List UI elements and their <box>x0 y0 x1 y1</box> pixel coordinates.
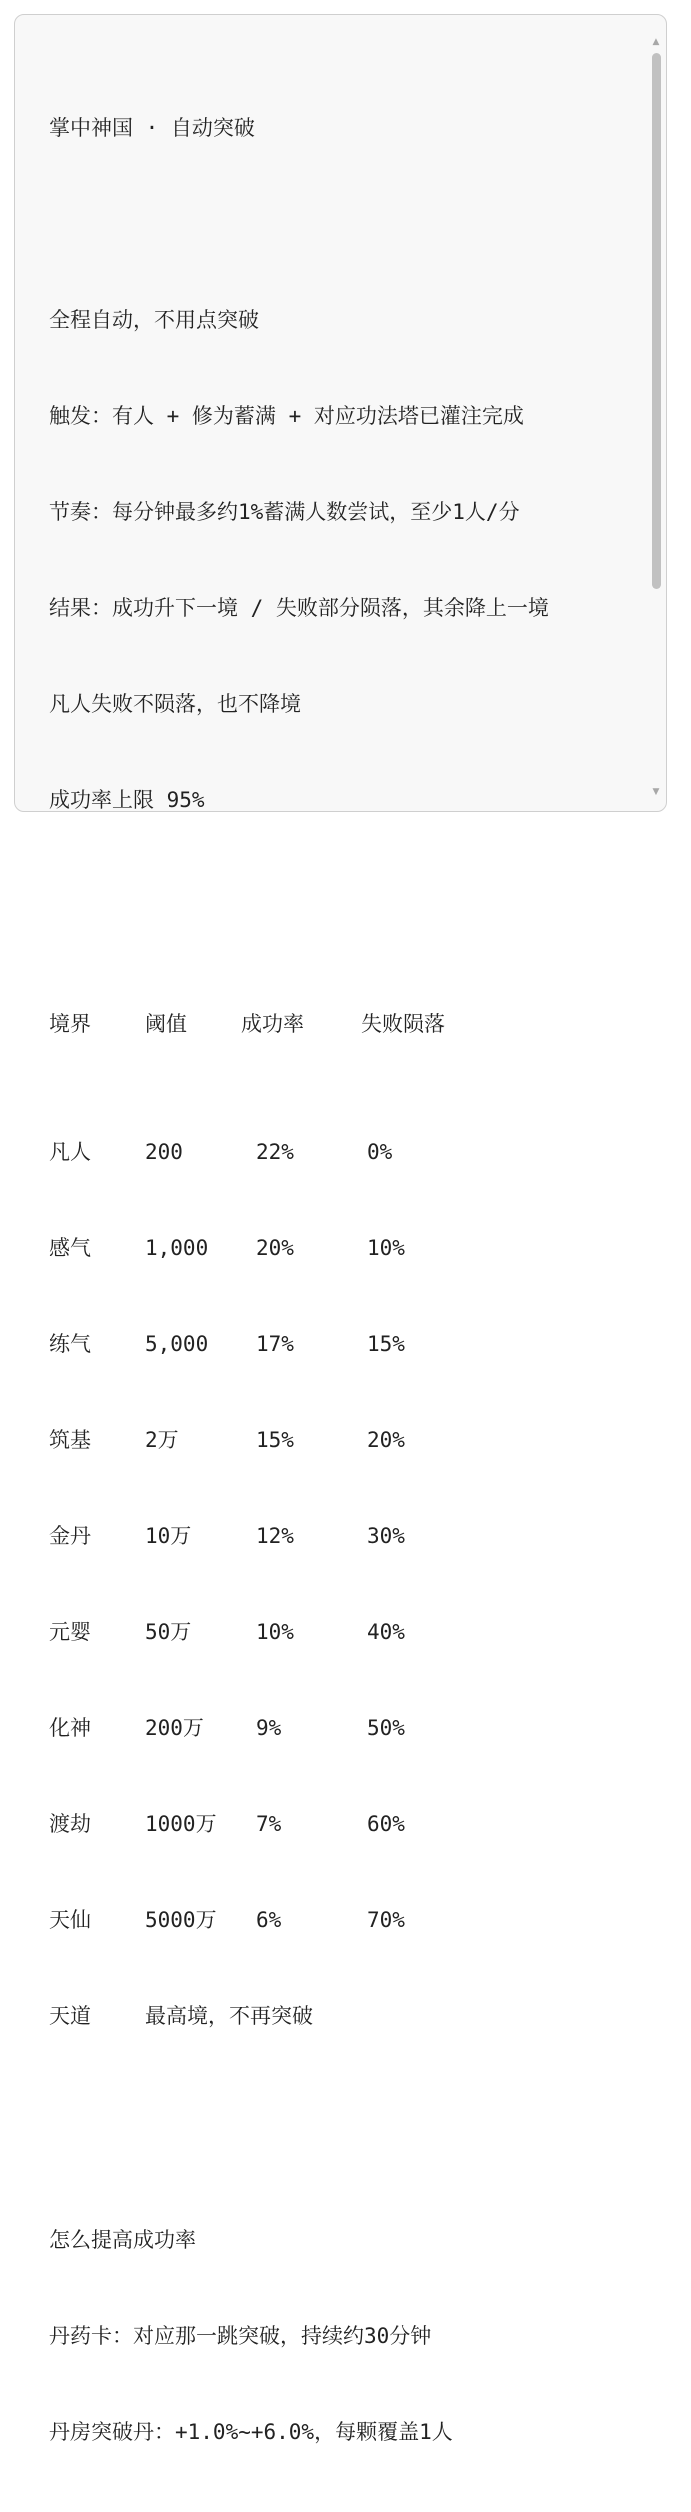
realm-cell: 渡劫 <box>49 1812 91 1836</box>
success-rate-cell: 6% <box>256 1908 282 1932</box>
success-rate-cell: 7% <box>256 1812 282 1836</box>
blank-line <box>49 2128 649 2160</box>
table-row <box>49 1136 649 1168</box>
failure-death-cell: 40% <box>367 1620 405 1644</box>
table-row <box>49 1520 649 1552</box>
realm-cell: 筑基 <box>49 1428 91 1452</box>
blank-line <box>49 208 649 240</box>
table-row-final <box>49 2000 649 2032</box>
text-panel[interactable] <box>14 14 667 2444</box>
success-rate-cell: 17% <box>256 1332 294 1356</box>
realm-cell: 感气 <box>49 1236 91 1260</box>
intro-line: 成功率上限 95% <box>49 788 205 812</box>
threshold-cell: 5000万 <box>145 1908 217 1932</box>
realm-cell: 凡人 <box>49 1140 91 1164</box>
failure-death-cell: 20% <box>367 1428 405 1452</box>
blank-line <box>49 880 649 912</box>
tip-line: 丹房突破丹：+1.0%~+6.0%，每颗覆盖1人 <box>49 2420 453 2444</box>
table-row <box>49 1328 649 1360</box>
table-row <box>49 1232 649 1264</box>
header-threshold: 阈值 <box>145 1012 187 1036</box>
arrow-up-icon[interactable]: ▲ <box>652 37 660 47</box>
text-content <box>49 48 649 2512</box>
table-row <box>49 1616 649 1648</box>
success-rate-cell: 12% <box>256 1524 294 1548</box>
threshold-cell: 200 <box>145 1140 183 1164</box>
success-rate-cell: 10% <box>256 1620 294 1644</box>
success-rate-cell: 9% <box>256 1716 282 1740</box>
success-rate-cell: 22% <box>256 1140 294 1164</box>
vertical-scrollbar[interactable] <box>649 35 663 799</box>
success-rate-cell: 20% <box>256 1236 294 1260</box>
table-row <box>49 1424 649 1456</box>
realm-cell: 元婴 <box>49 1620 91 1644</box>
threshold-cell: 5,000 <box>145 1332 209 1356</box>
success-rate-cell: 15% <box>256 1428 294 1452</box>
threshold-cell: 2万 <box>145 1428 179 1452</box>
intro-line: 全程自动，不用点突破 <box>49 308 259 332</box>
failure-death-cell: 15% <box>367 1332 405 1356</box>
failure-death-cell: 70% <box>367 1908 405 1932</box>
threshold-cell: 10万 <box>145 1524 192 1548</box>
table-row <box>49 1712 649 1744</box>
intro-line: 凡人失败不陨落，也不降境 <box>49 692 301 716</box>
header-realm: 境界 <box>49 1012 91 1036</box>
arrow-down-icon[interactable]: ▼ <box>652 787 660 797</box>
threshold-cell: 200万 <box>145 1716 204 1740</box>
tips-heading: 怎么提高成功率 <box>49 2228 196 2252</box>
final-note-cell: 最高境，不再突破 <box>145 2004 313 2028</box>
realm-cell: 天道 <box>49 2004 91 2028</box>
intro-line: 触发：有人 + 修为蓄满 + 对应功法塔已灌注完成 <box>49 404 524 428</box>
table-header-row <box>49 1008 649 1040</box>
threshold-cell: 50万 <box>145 1620 192 1644</box>
header-success-rate: 成功率 <box>241 1012 304 1036</box>
intro-line: 节奏：每分钟最多约1%蓄满人数尝试，至少1人/分 <box>49 500 520 524</box>
threshold-cell: 1000万 <box>145 1812 217 1836</box>
header-failure-death: 失败陨落 <box>361 1012 445 1036</box>
table-row <box>49 1904 649 1936</box>
intro-line: 结果：成功升下一境 / 失败部分陨落，其余降上一境 <box>49 596 549 620</box>
realm-cell: 金丹 <box>49 1524 91 1548</box>
panel-title: 掌中神国 · 自动突破 <box>49 116 255 140</box>
scroll-thumb[interactable] <box>652 53 661 589</box>
failure-death-cell: 60% <box>367 1812 405 1836</box>
realm-cell: 天仙 <box>49 1908 91 1932</box>
table-row <box>49 1808 649 1840</box>
failure-death-cell: 30% <box>367 1524 405 1548</box>
realm-cell: 练气 <box>49 1332 91 1356</box>
threshold-cell: 1,000 <box>145 1236 209 1260</box>
realm-cell: 化神 <box>49 1716 91 1740</box>
failure-death-cell: 0% <box>367 1140 393 1164</box>
failure-death-cell: 50% <box>367 1716 405 1740</box>
tip-line: 丹药卡：对应那一跳突破，持续约30分钟 <box>49 2324 432 2348</box>
failure-death-cell: 10% <box>367 1236 405 1260</box>
